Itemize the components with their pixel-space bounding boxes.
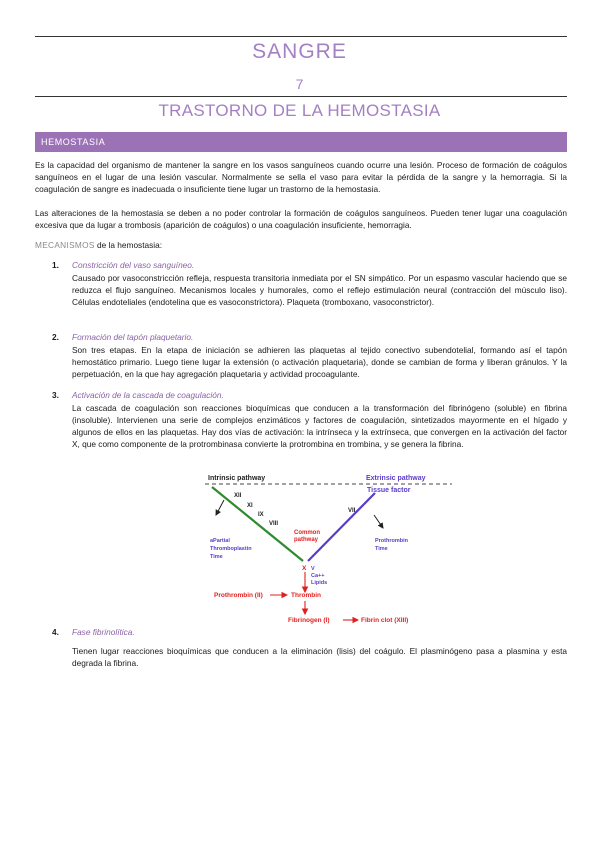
item-body: Tienen lugar reacciones bioquímicas que conducen a la eliminación (lisis) del coágulo. El plasminógeno pasa a plasmina y esta degrada la fibrina. bbox=[72, 646, 567, 668]
middle-rule bbox=[35, 96, 567, 97]
mechanisms-rest: de la hemostasia: bbox=[94, 240, 163, 250]
item-title: Fase fibrinolítica. bbox=[72, 627, 135, 637]
item-body: Causado por vasoconstricción refleja, respuesta transitoria inmediata por el SN simpático. Por un espasmo vascular haciendo que se reduzca el flujo sanguíneo. Mecanismos locales y humorales, como el reflejo estimulación neural (contracción del músculo liso). Células endoteliales (endotelina que es vasoconstrictora). Plaqueta (tromboxano, vasoconstrictor). bbox=[72, 273, 567, 307]
tissue-factor-label: Tissue factor bbox=[367, 487, 411, 494]
item-body: Son tres etapas. En la etapa de iniciación se adhieren las plaquetas al tejido conectivo subendotelial, formando así el tapón hemostático primario. Luego tiene lugar la extensión (o activación plaquetaria), donde se cambian de forma y liberan gránulos. Y la perpetuación, en la que hay agregación plaquetaria y actividad procoagulante. bbox=[72, 345, 567, 379]
common-pathway-label-1: Common bbox=[294, 530, 320, 536]
mechanisms-label: MECANISMOS bbox=[35, 240, 95, 250]
top-rule bbox=[35, 36, 567, 37]
lipids-label: Lipids bbox=[311, 580, 328, 586]
extrinsic-line bbox=[308, 493, 375, 561]
factor-xi: XI bbox=[247, 503, 253, 509]
item-title: Activación de la cascada de coagulación. bbox=[72, 390, 224, 400]
ptt-arrow bbox=[216, 500, 224, 515]
fibrin-clot-label: Fibrin clot (XIII) bbox=[361, 617, 409, 624]
prothrombin-label: Prothrombin (II) bbox=[214, 592, 263, 599]
extrinsic-label: Extrinsic pathway bbox=[366, 475, 426, 482]
mechanisms-heading bbox=[35, 240, 162, 250]
item-number: 4. bbox=[52, 627, 59, 637]
common-pathway-label-2: pathway bbox=[294, 537, 319, 543]
item-number: 1. bbox=[52, 260, 59, 270]
pt-arrow bbox=[374, 515, 383, 528]
pt-label-2: Time bbox=[375, 546, 388, 552]
fibrinogen-label: Fibrinogen (I) bbox=[288, 617, 330, 624]
item-number: 2. bbox=[52, 332, 59, 342]
item-title: Formación del tapón plaquetario. bbox=[72, 332, 194, 342]
pt-label-1: Prothrombin bbox=[375, 538, 408, 544]
factor-v: V bbox=[311, 566, 315, 572]
intrinsic-label: Intrinsic pathway bbox=[208, 475, 266, 482]
calcium-label: Ca++ bbox=[311, 573, 325, 579]
item-body: La cascada de coagulación son reacciones bioquímicas que conducen a la transformación del fibrinógeno (soluble) en fibrina (insoluble). Intervienen una serie de complejos enzimáticos y factores de coagulación, sintetizados mayormente en el hígado y algunos de ellos en las plaquetas. Hay dos vías de activación: la intrínseca y la extrínseca, que convergen en la activación del factor X, que como componente de la protrombinasa convierte la protrombina en trombina, y se genera la fibrina. bbox=[72, 403, 567, 449]
item-title: Constricción del vaso sanguíneo. bbox=[72, 260, 195, 270]
page-title: SANGRE bbox=[252, 40, 347, 63]
factor-xii: XII bbox=[234, 493, 242, 499]
factor-vii: VII bbox=[348, 508, 356, 514]
aptt-label-1: aPartial bbox=[210, 538, 230, 544]
intro-paragraph: Es la capacidad del organismo de mantener la sangre en los vasos sanguíneos cuando ocurre una lesión. Proceso de formación de coágulos sanguíneos en el lugar de una lesión vascular. Normalmente se sella el vaso para evitar la pérdida de la sangre y la hemorragia. Si la coagulación de sangre es inadecuada o insuficiente tiene lugar un trastorno de la hemostasia. bbox=[35, 160, 567, 194]
item-number: 3. bbox=[52, 390, 59, 400]
chapter-number: 7 bbox=[295, 76, 304, 92]
thrombin-label: Thrombin bbox=[291, 592, 321, 599]
coagulation-cascade-diagram bbox=[200, 470, 460, 628]
aptt-label-3: Time bbox=[210, 554, 223, 560]
section-header: HEMOSTASIA bbox=[35, 132, 567, 152]
factor-viii: VIII bbox=[269, 521, 279, 527]
factor-ix: IX bbox=[258, 512, 264, 518]
alterations-paragraph: Las alteraciones de la hemostasia se deben a no poder controlar la formación de coágulos sanguíneos. Pueden tener lugar una coagulación excesiva que da lugar a trombosis (aparición de coágulos) o una coagulación insuficiente, hemorragia. bbox=[35, 208, 567, 230]
factor-x: X bbox=[302, 565, 307, 572]
aptt-label-2: Thromboplastin bbox=[210, 546, 252, 552]
page-subtitle: TRASTORNO DE LA HEMOSTASIA bbox=[158, 101, 441, 120]
